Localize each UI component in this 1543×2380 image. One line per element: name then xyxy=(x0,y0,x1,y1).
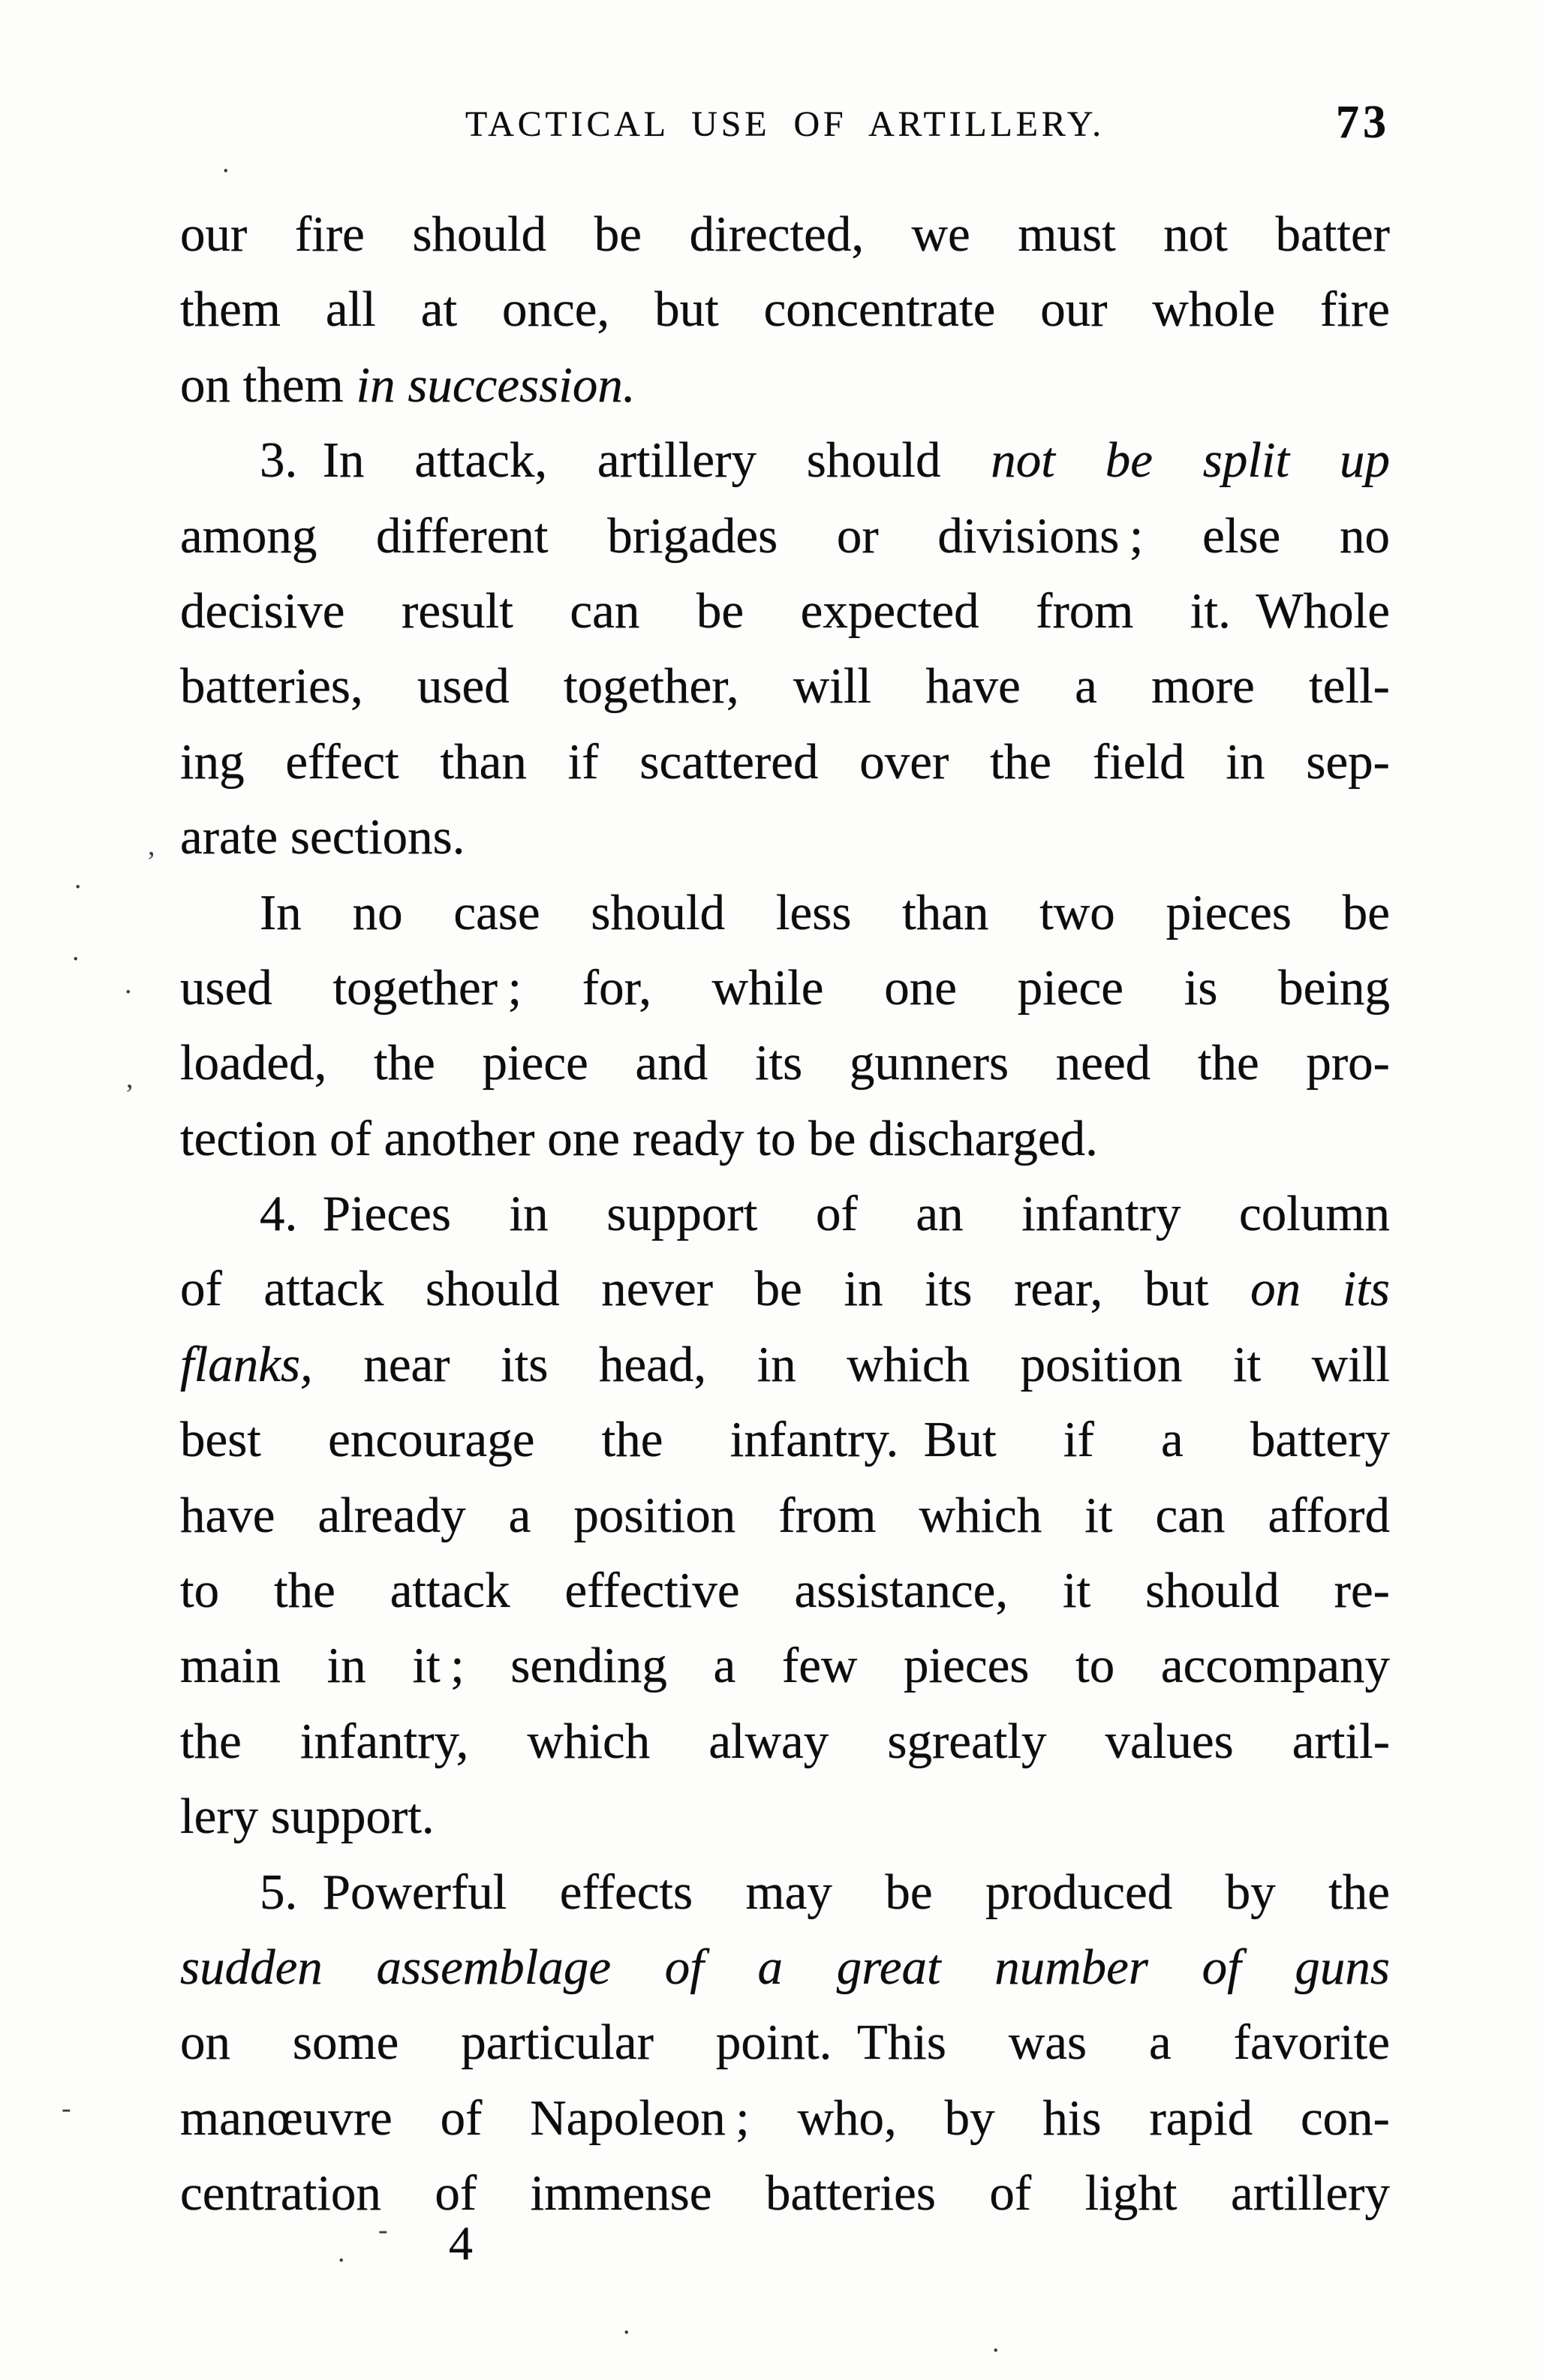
text-line xyxy=(180,1251,1390,1326)
running-title: TACTICAL USE OF ARTILLERY. xyxy=(465,104,1105,144)
italic-text-segment: on its xyxy=(1250,1261,1390,1317)
text-segment: arate sections. xyxy=(180,809,465,865)
scan-speck: . xyxy=(623,2309,630,2340)
text-line xyxy=(180,1176,1390,1251)
italic-text-segment: flanks, xyxy=(180,1336,313,1392)
text-segment: lery support. xyxy=(180,1789,435,1845)
text-line xyxy=(180,1101,1390,1176)
text-line xyxy=(180,950,1390,1025)
text-line xyxy=(180,197,1390,272)
text-line xyxy=(180,272,1390,347)
text-line xyxy=(180,1628,1390,1703)
text-line xyxy=(180,423,1390,498)
text-segment: loaded, the piece and its gunners need the pro- xyxy=(180,1035,1390,1091)
text-line xyxy=(180,498,1390,573)
italic-text-segment: not be split up xyxy=(991,432,1390,489)
text-line xyxy=(180,2081,1390,2156)
text-line xyxy=(180,1930,1390,2005)
text-segment: on them xyxy=(180,357,356,413)
text-segment: batteries, used together, will have a more tell- xyxy=(180,658,1390,715)
page-header xyxy=(180,97,1390,164)
text-segment: centration of immense batteries of light artillery xyxy=(180,2165,1390,2222)
scan-speck: . xyxy=(74,863,82,895)
text-segment: on some particular point. This was a favorite xyxy=(180,2014,1390,2071)
text-line xyxy=(180,648,1390,724)
scan-speck: , xyxy=(126,1063,134,1094)
text-segment: 3. In attack, artillery should xyxy=(260,432,991,489)
text-segment: ing effect than if scattered over the field in sep- xyxy=(180,733,1390,790)
text-segment: our fire should be directed, we must not batter xyxy=(180,206,1390,262)
text-line xyxy=(180,799,1390,874)
text-segment: 5. Powerful effects may be produced by the xyxy=(260,1864,1390,1920)
text-line xyxy=(180,1402,1390,1477)
text-line xyxy=(180,1704,1390,1779)
italic-text-segment: in succession. xyxy=(356,357,636,413)
text-segment: manœuvre of Napoleon ; who, by his rapid con- xyxy=(180,2090,1390,2146)
text-line xyxy=(180,2005,1390,2080)
text-segment: of attack should never be in its rear, but xyxy=(180,1261,1251,1317)
text-line xyxy=(180,1327,1390,1402)
text-line xyxy=(180,1025,1390,1100)
text-segment: best encourage the infantry. But if a battery xyxy=(180,1412,1390,1468)
signature-mark: 4 xyxy=(449,2216,473,2270)
text-block xyxy=(180,197,1390,2231)
scan-speck: . xyxy=(992,2327,1000,2358)
italic-text-segment: sudden assemblage of a great number of guns xyxy=(180,1939,1390,1995)
text-line xyxy=(180,724,1390,799)
text-segment: 4. Pieces in support of an infantry column xyxy=(260,1186,1390,1242)
text-segment: In no case should less than two pieces be xyxy=(260,884,1390,940)
text-line xyxy=(180,1779,1390,1854)
text-segment: have already a position from which it can afford xyxy=(180,1487,1390,1543)
text-line xyxy=(180,1553,1390,1628)
text-segment: the infantry, which alway sgreatly values artil- xyxy=(180,1713,1390,1769)
text-segment: to the attack effective assistance, it should re- xyxy=(180,1563,1390,1619)
text-segment: them all at once, but concentrate our whole fire xyxy=(180,281,1390,338)
text-segment: main in it ; sending a few pieces to accompany xyxy=(180,1638,1390,1694)
text-line xyxy=(180,1855,1390,1930)
text-segment: among different brigades or divisions ; else no xyxy=(180,507,1390,564)
text-segment: tection of another one ready to be discharged. xyxy=(180,1110,1098,1166)
scan-speck: . xyxy=(125,968,132,1000)
text-line xyxy=(180,2156,1390,2231)
page-number: 73 xyxy=(1336,97,1390,148)
text-segment: used together ; for, while one piece is being xyxy=(180,959,1390,1015)
text-segment: decisive result can be expected from it. Whole xyxy=(180,582,1390,639)
text-line xyxy=(180,875,1390,950)
scan-speck: . xyxy=(338,2237,345,2268)
scan-speck: - xyxy=(62,2093,71,2124)
text-line xyxy=(180,573,1390,648)
scan-speck: , xyxy=(148,830,155,862)
text-line xyxy=(180,1478,1390,1553)
scan-speck: . xyxy=(222,147,230,179)
text-segment: near its head, in which position it will xyxy=(312,1336,1390,1392)
text-line xyxy=(180,348,1390,423)
scan-speck: . xyxy=(72,935,80,967)
scan-speck: - xyxy=(378,2214,388,2246)
